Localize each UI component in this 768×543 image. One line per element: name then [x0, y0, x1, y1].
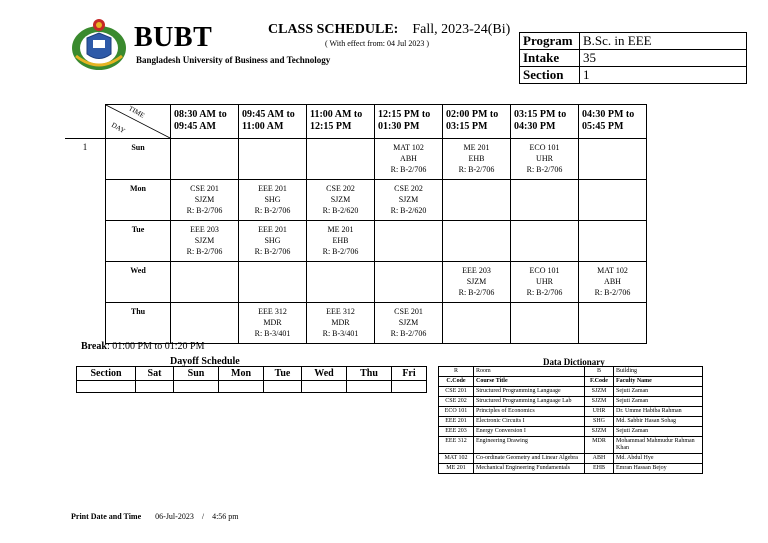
dictionary-cell: Engineering Drawing — [474, 437, 585, 454]
class-cell — [171, 262, 239, 303]
time-slot-header: 02:00 PM to 03:15 PM — [443, 105, 511, 139]
bubt-logo — [70, 16, 128, 72]
dictionary-row — [439, 417, 703, 427]
class-cell — [579, 139, 647, 180]
dayoff-header: Thu — [347, 367, 392, 381]
class-cell — [443, 180, 511, 221]
day-label: Tue — [106, 221, 171, 262]
dictionary-cell: MDR — [585, 437, 614, 454]
class-schedule-table — [65, 104, 647, 344]
class-cell — [239, 139, 307, 180]
program-info-value: 35 — [580, 50, 747, 67]
schedule-title — [268, 22, 510, 38]
dictionary-cell: ME 201 — [439, 464, 474, 474]
class-cell: ECO 101 UHR R: B-2/706 — [511, 262, 579, 303]
dictionary-cell: Principles of Economics — [474, 407, 585, 417]
class-cell — [307, 262, 375, 303]
class-cell — [171, 303, 239, 344]
dictionary-cell: ECO 101 — [439, 407, 474, 417]
blank-corner — [65, 105, 106, 139]
dayoff-header: Wed — [302, 367, 347, 381]
dictionary-cell: EEE 203 — [439, 427, 474, 437]
dictionary-row — [439, 397, 703, 407]
class-cell: CSE 202 SJZM R: B-2/620 — [307, 180, 375, 221]
print-time: 4:56 pm — [212, 512, 239, 521]
day-label: Wed — [106, 262, 171, 303]
time-slot-header: 12:15 PM to 01:30 PM — [375, 105, 443, 139]
program-info-row — [520, 67, 747, 84]
class-cell: ME 201 EHB R: B-2/706 — [443, 139, 511, 180]
dictionary-cell: Energy Conversion I — [474, 427, 585, 437]
dayoff-cell — [347, 381, 392, 393]
dayoff-header: Sun — [174, 367, 219, 381]
dayoff-cell — [77, 381, 136, 393]
dictionary-row — [439, 437, 703, 454]
row-number: 1 — [65, 139, 106, 180]
dayoff-cell — [219, 381, 264, 393]
row-number — [65, 180, 106, 221]
schedule-row — [65, 303, 647, 344]
brand-name: BUBT — [134, 22, 213, 53]
dayoff-cell — [174, 381, 219, 393]
dictionary-cell: Structured Programming Language Lab — [474, 397, 585, 407]
time-slot-header: 09:45 AM to 11:00 AM — [239, 105, 307, 139]
dictionary-row — [439, 454, 703, 464]
dictionary-cell: Mohammad Mahmudur Rahman Khan — [614, 437, 703, 454]
data-dictionary-title: Data Dictionary — [543, 357, 605, 367]
class-cell — [375, 221, 443, 262]
schedule-label: CLASS SCHEDULE: — [268, 22, 399, 37]
print-info — [71, 512, 239, 521]
dictionary-cell: CSE 202 — [439, 397, 474, 407]
class-cell — [443, 221, 511, 262]
class-cell — [171, 139, 239, 180]
dictionary-header: Course Title — [474, 377, 585, 387]
class-cell: EEE 201 SHG R: B-2/706 — [239, 180, 307, 221]
schedule-row — [65, 262, 647, 303]
program-info-row — [520, 33, 747, 50]
class-cell — [579, 180, 647, 221]
class-cell: MAT 102 ABH R: B-2/706 — [579, 262, 647, 303]
dictionary-cell: SJZM — [585, 427, 614, 437]
class-cell: CSE 201 SJZM R: B-2/706 — [171, 180, 239, 221]
class-cell — [443, 303, 511, 344]
break-time — [81, 341, 204, 352]
dictionary-cell: EEE 201 — [439, 417, 474, 427]
dictionary-legend-cell: R — [439, 367, 474, 377]
dictionary-cell: Co-ordinate Geometry and Linear Algebra — [474, 454, 585, 464]
program-info-row — [520, 50, 747, 67]
print-sep: / — [201, 512, 205, 521]
time-slot-header: 08:30 AM to 09:45 AM — [171, 105, 239, 139]
day-label: Sun — [106, 139, 171, 180]
university-name: Bangladesh University of Business and Technology — [136, 55, 331, 65]
dictionary-cell: Sejuti Zaman — [614, 427, 703, 437]
program-info-label: Intake — [520, 50, 580, 67]
time-slot-header: 11:00 AM to 12:15 PM — [307, 105, 375, 139]
dictionary-cell: SJZM — [585, 397, 614, 407]
time-slot-header: 03:15 PM to 04:30 PM — [511, 105, 579, 139]
class-cell: CSE 202 SJZM R: B-2/620 — [375, 180, 443, 221]
class-cell: EEE 312 MDR R: B-3/401 — [307, 303, 375, 344]
dictionary-cell: UHR — [585, 407, 614, 417]
corner-day-label: DAY — [109, 120, 127, 136]
dictionary-cell: Md. Sabbir Hasan Sohag — [614, 417, 703, 427]
class-cell — [239, 262, 307, 303]
row-number — [65, 221, 106, 262]
dictionary-cell: CSE 201 — [439, 387, 474, 397]
time-slot-header: 04:30 PM to 05:45 PM — [579, 105, 647, 139]
day-label: Thu — [106, 303, 171, 344]
data-dictionary-table — [438, 366, 703, 474]
class-cell: EEE 203 SJZM R: B-2/706 — [443, 262, 511, 303]
dayoff-header: Tue — [264, 367, 302, 381]
class-cell: CSE 201 SJZM R: B-2/706 — [375, 303, 443, 344]
dictionary-legend-row — [439, 367, 703, 377]
dictionary-legend-cell: B — [585, 367, 614, 377]
class-cell — [511, 303, 579, 344]
dictionary-cell: SJZM — [585, 387, 614, 397]
dictionary-cell: Structured Programming Language — [474, 387, 585, 397]
print-label: Print Date and Time — [71, 512, 142, 521]
dictionary-header: F.Code — [585, 377, 614, 387]
dictionary-cell: Sejuti Zaman — [614, 397, 703, 407]
break-label: Break — [81, 341, 107, 352]
dictionary-cell: Dr. Umme Habiba Rahman — [614, 407, 703, 417]
dictionary-legend-cell: Room — [474, 367, 585, 377]
dictionary-row — [439, 427, 703, 437]
dayoff-cell — [264, 381, 302, 393]
class-cell: MAT 102 ABH R: B-2/706 — [375, 139, 443, 180]
class-cell: ME 201 EHB R: B-2/706 — [307, 221, 375, 262]
dictionary-header: Faculty Name — [614, 377, 703, 387]
dictionary-cell: Electronic Circuits I — [474, 417, 585, 427]
program-info-label: Program — [520, 33, 580, 50]
dictionary-row — [439, 464, 703, 474]
class-cell: EEE 201 SHG R: B-2/706 — [239, 221, 307, 262]
class-cell — [579, 303, 647, 344]
effect-date: ( With effect from: 04 Jul 2023 ) — [325, 39, 430, 48]
dictionary-cell: Md. Abdul Hye — [614, 454, 703, 464]
program-info-table — [519, 32, 747, 84]
corner-time-label: TIME — [127, 104, 146, 120]
dictionary-cell: Emran Hassan Bejoy — [614, 464, 703, 474]
row-number — [65, 262, 106, 303]
dayoff-header: Sat — [136, 367, 174, 381]
dayoff-cell — [392, 381, 427, 393]
schedule-row — [65, 180, 647, 221]
dayoff-cell — [302, 381, 347, 393]
dayoff-cell — [136, 381, 174, 393]
print-date: 06-Jul-2023 — [155, 512, 194, 521]
class-cell — [375, 262, 443, 303]
dictionary-cell: MAT 102 — [439, 454, 474, 464]
break-text: : 01:00 PM to 01:20 PM — [106, 341, 205, 352]
dictionary-cell: EEE 312 — [439, 437, 474, 454]
dictionary-cell: EHB — [585, 464, 614, 474]
term: Fall, 2023-24(Bi) — [412, 22, 511, 37]
class-cell — [307, 139, 375, 180]
dayoff-header: Mon — [219, 367, 264, 381]
program-info-value: 1 — [580, 67, 747, 84]
dictionary-cell: SHG — [585, 417, 614, 427]
dayoff-header: Fri — [392, 367, 427, 381]
day-label: Mon — [106, 180, 171, 221]
dictionary-legend-cell: Building — [614, 367, 703, 377]
row-number — [65, 303, 106, 344]
class-cell — [511, 221, 579, 262]
class-cell — [511, 180, 579, 221]
schedule-row — [65, 139, 647, 180]
dictionary-header: C.Code — [439, 377, 474, 387]
dictionary-row — [439, 387, 703, 397]
dictionary-cell: Mechanical Engineering Fundamentals — [474, 464, 585, 474]
dictionary-cell: ABH — [585, 454, 614, 464]
dayoff-table — [76, 366, 427, 393]
class-cell: ECO 101 UHR R: B-2/706 — [511, 139, 579, 180]
dictionary-cell: Sejuti Zaman — [614, 387, 703, 397]
class-cell — [579, 221, 647, 262]
class-cell: EEE 203 SJZM R: B-2/706 — [171, 221, 239, 262]
class-cell: EEE 312 MDR R: B-3/401 — [239, 303, 307, 344]
dayoff-header: Section — [77, 367, 136, 381]
time-day-corner — [106, 105, 171, 139]
dayoff-title: Dayoff Schedule — [170, 356, 240, 367]
dictionary-header-row — [439, 377, 703, 387]
program-info-value: B.Sc. in EEE — [580, 33, 747, 50]
program-info-label: Section — [520, 67, 580, 84]
schedule-row — [65, 221, 647, 262]
dictionary-row — [439, 407, 703, 417]
